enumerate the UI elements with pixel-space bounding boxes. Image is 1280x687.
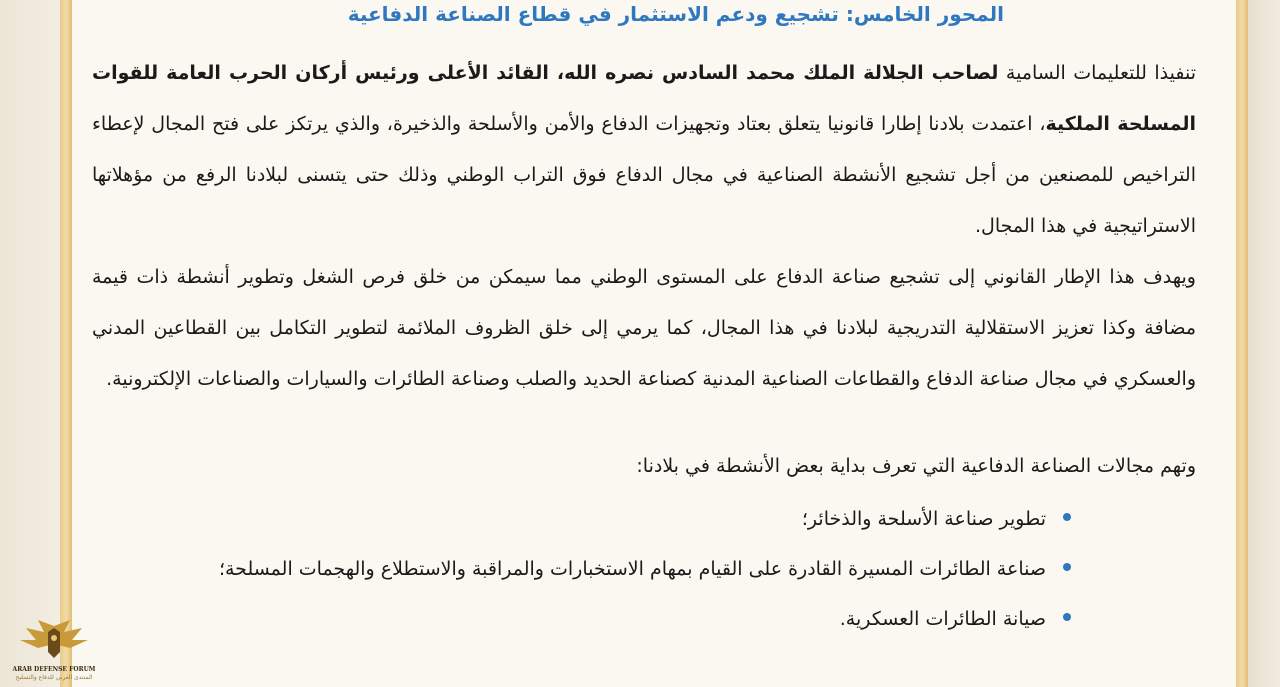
paragraph-2: ويهدف هذا الإطار القانوني إلى تشجيع صناعة الدفاع على المستوى الوطني مما سيمكن من خلق فرص الشغل وتطوير أنشطة ذات قيمة مضافة وكذا تعزيز الاستقلالية التدريجية لبلادنا في هذا المجال، كما يرمي إلى خلق الظروف الملائمة لتطوير التكامل بين القطاعين المدني والعسكري في مجال صناعة الدفاع والقطاعات الصناعية المدنية كصناعة الحديد والصلب وصناعة الطائرات والسيارات والصناعات الإلكترونية. — [92, 266, 1196, 390]
list-item-text: صناعة الطائرات المسيرة القادرة على القيام بمهام الاستخبارات والمراقبة والاستطلاع والهجمات المسلحة؛ — [218, 558, 1046, 580]
bullet-dot-icon — [1063, 513, 1071, 521]
list-item — [96, 544, 1196, 594]
bullet-list — [96, 494, 1196, 644]
watermark-arabic: المنتدى العربي للدفاع والتسليح — [15, 674, 93, 681]
section-heading: المحور الخامس: تشجيع ودعم الاستثمار في قطاع الصناعة الدفاعية — [347, 2, 1004, 26]
paragraph-1-bold: لصاحب الجلالة الملك محمد السادس نصره الله، القائد الأعلى ورئيس أركان الحرب العامة للقوات المسلحة الملكية — [92, 62, 1196, 135]
document-page — [72, 0, 1236, 687]
list-item-text: صيانة الطائرات العسكرية. — [839, 608, 1046, 630]
watermark-name: ARAB DEFENSE FORUM — [12, 666, 96, 673]
paragraph-1-intro: تنفيذا للتعليمات السامية — [998, 62, 1196, 84]
gold-frame-left — [60, 0, 72, 687]
paragraph-1-body: ، اعتمدت بلادنا إطارا قانونيا يتعلق بعتاد وتجهيزات الدفاع والأمن والأسلحة والذخيرة، والذي يرتكز على فتح المجال لإعطاء التراخيص للمصنعين من أجل تشجيع الأنشطة الصناعية في مجال الدفاع فوق التراب الوطني وذلك حتى يتسنى لبلادنا الرفع من مؤهلاتها الاستراتيجية في هذا المجال. — [92, 113, 1196, 237]
list-item — [96, 594, 1196, 644]
page-right-margin — [1248, 0, 1280, 687]
bullet-dot-icon — [1063, 613, 1071, 621]
page-left-margin — [0, 0, 60, 687]
watermark-logo — [8, 618, 100, 687]
list-item — [96, 494, 1196, 544]
eagle-emblem-icon — [8, 618, 100, 666]
gold-frame-right — [1236, 0, 1248, 687]
paragraph-3: وتهم مجالات الصناعة الدفاعية التي تعرف بداية بعض الأنشطة في بلادنا: — [636, 455, 1196, 477]
list-item-text: تطوير صناعة الأسلحة والذخائر؛ — [801, 508, 1046, 530]
bullet-dot-icon — [1063, 563, 1071, 571]
paragraph-1 — [92, 48, 1196, 252]
